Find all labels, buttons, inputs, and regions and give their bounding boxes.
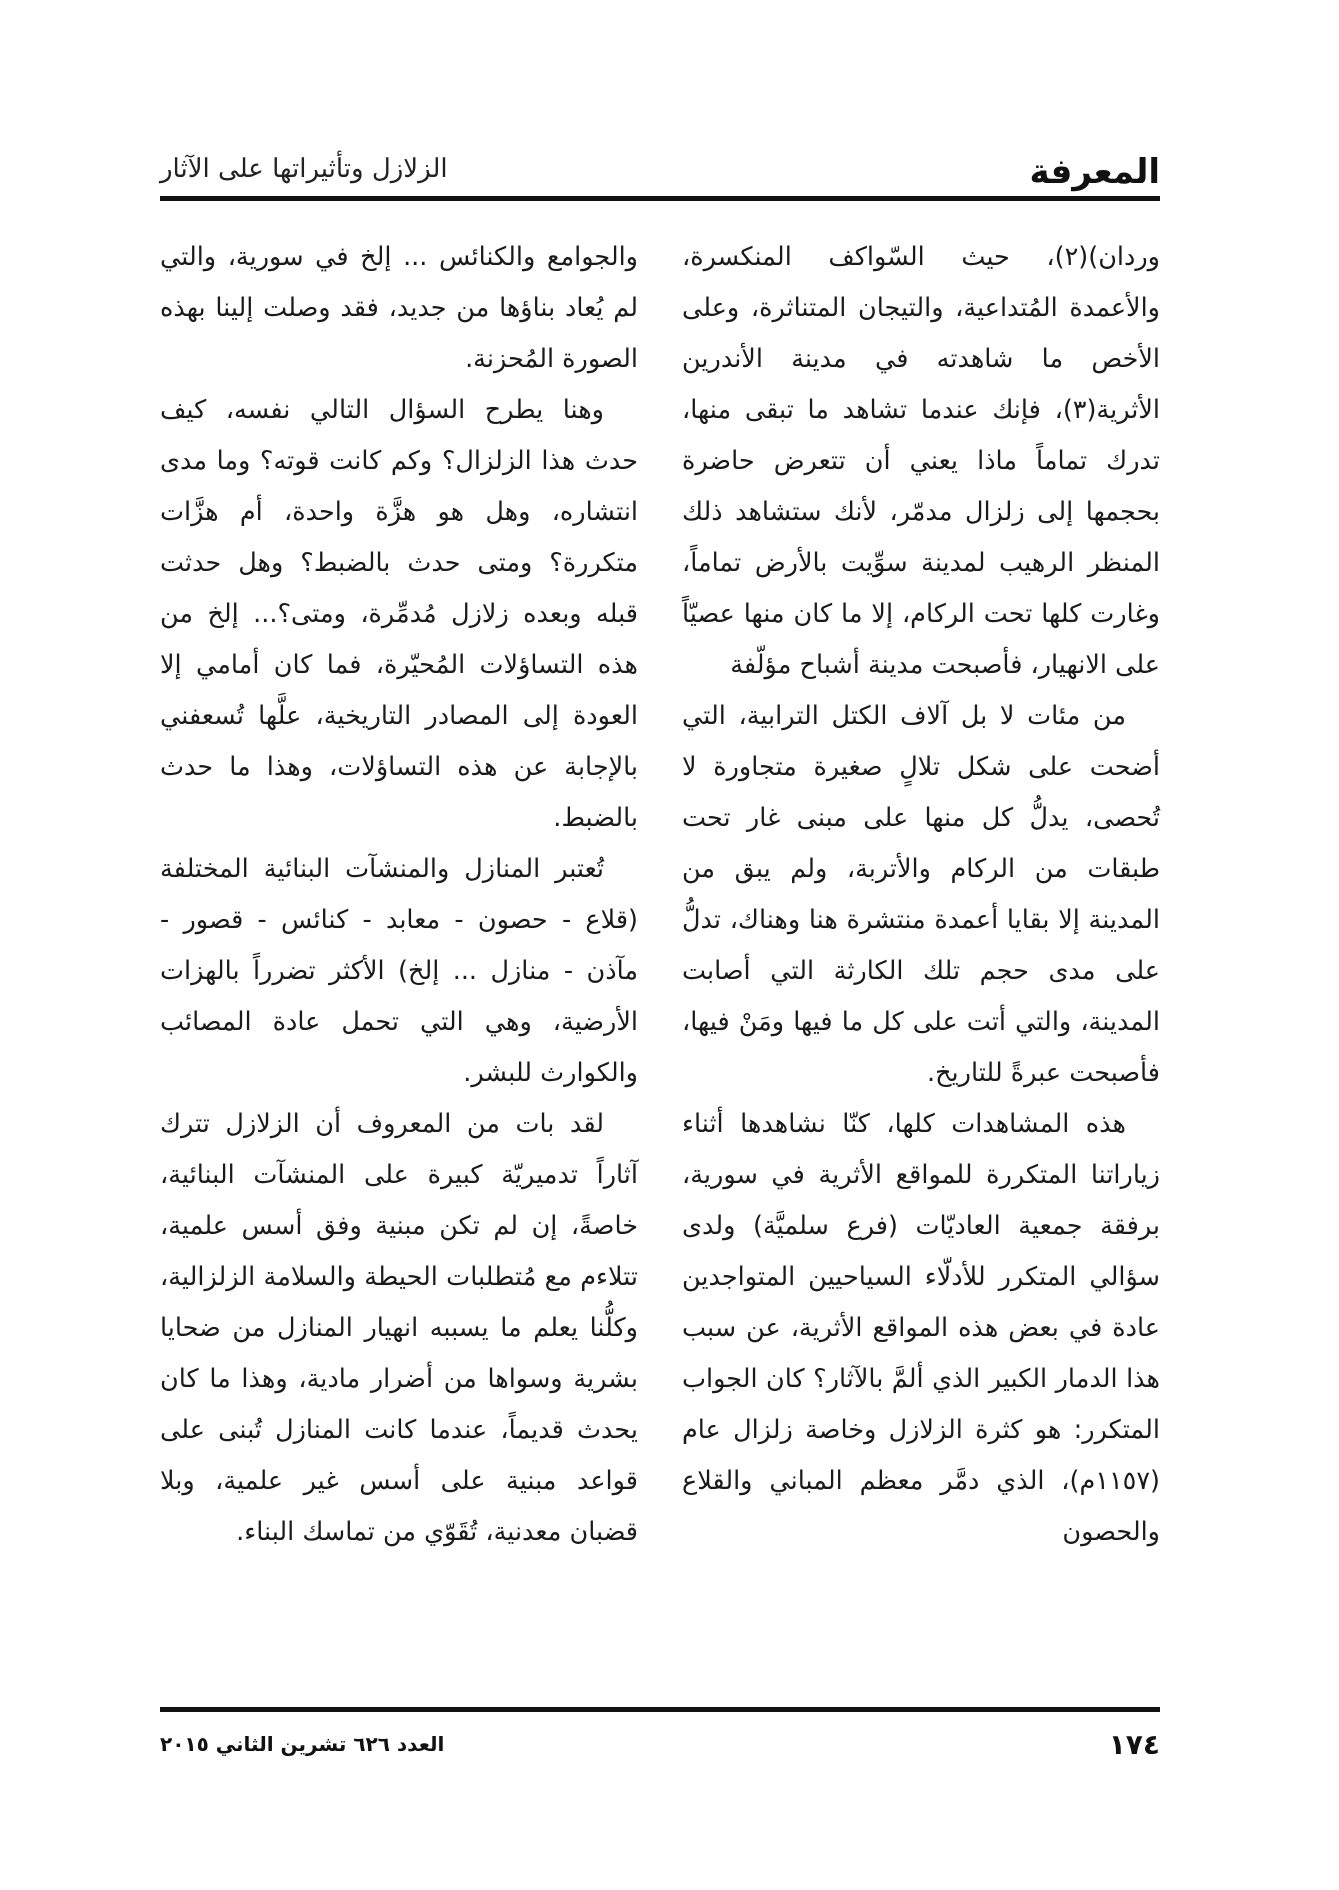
paragraph: تُعتبر المنازل والمنشآت البنائية المختلفة (قلاع - حصون - معابد - كنائس - قصور - مآذن - منازل ... إلخ) الأكثر تضرراً بالهزات الأرضية، وهي التي تحمل عادة المصائب والكوارث للبشر.: [160, 854, 638, 1088]
paragraph: وردان)(٢)، حيث السّواكف المنكسرة، والأعمدة المُتداعية، والتيجان المتناثرة، وعلى الأخص ما شاهدته في مدينة الأندرين الأثرية(٣)، فإنك عندما تشاهد ما تبقى منها، تدرك تماماً ماذا يعني أن تتعرض حاضرة بحجمها إلى زلزال مدمّر، لأنك ستشاهد ذلك المنظر الرهيب لمدينة سوِّيت بالأرض تماماً، وغارت كلها تحت الركام، إلا ما كان منها عصيّاً على الانهيار، فأصبحت مدينة أشباح مؤلّفة: [682, 242, 1160, 680]
paragraph: وهنا يطرح السؤال التالي نفسه، كيف حدث هذا الزلزال؟ وكم كانت قوته؟ وما مدى انتشاره، وهل هو هزَّة واحدة، أم هزَّات متكررة؟ ومتى حدث بالضبط؟ وهل حدثت قبله وبعده زلازل مُدمِّرة، ومتى؟... إلخ من هذه التساؤلات المُحيّرة، فما كان أمامي إلا العودة إلى المصادر التاريخية، علَّها تُسعفني بالإجابة عن هذه التساؤلات، وهذا ما حدث بالضبط.: [160, 395, 638, 833]
footer-rule: [160, 1707, 1160, 1712]
paragraph: هذه المشاهدات كلها، كنّا نشاهدها أثناء زياراتنا المتكررة للمواقع الأثرية في سورية، برفقة جمعية العاديّات (فرع سلميَّة) ولدى سؤالي المتكرر للأدلّاء السياحيين المتواجدين عادة في بعض هذه المواقع الأثرية، عن سبب هذا الدمار الكبير الذي ألمَّ بالآثار؟ كان الجواب المتكرر: هو كثرة الزلازل وخاصة زلزال عام (١١٥٧م)، الذي دمَّر معظم المباني والقلاع والحصون: [682, 1109, 1160, 1547]
paragraph: من مئات لا بل آلاف الكتل الترابية، التي أضحت على شكل تلالٍ صغيرة متجاورة لا تُحصى، يدلُّ كل منها على مبنى غار تحت طبقات من الركام والأتربة، ولم يبق من المدينة إلا بقايا أعمدة منتشرة هنا وهناك، تدلُّ على مدى حجم تلك الكارثة التي أصابت المدينة، والتي أتت على كل ما فيها ومَنْ فيها، فأصبحت عبرةً للتاريخ.: [682, 701, 1160, 1088]
paragraph: والجوامع والكنائس ... إلخ في سورية، والتي لم يُعاد بناؤها من جديد، فقد وصلت إلينا بهذه الصورة المُحزنة.: [160, 242, 638, 374]
text-column-right: [682, 232, 1160, 1558]
paragraph: لقد بات من المعروف أن الزلازل تترك آثاراً تدميريّة كبيرة على المنشآت البنائية، خاصةً، إن لم تكن مبنية وفق أسس علمية، تتلاءم مع مُتطلبات الحيطة والسلامة الزلزالية، وكلُّنا يعلم ما يسببه انهيار المنازل من ضحايا بشرية وسواها من أضرار مادية، وهذا ما كان يحدث قديماً، عندما كانت المنازل تُبنى على قواعد مبنية على أسس غير علمية، وبلا قضبان معدنية، تُقَوّي من تماسك البناء.: [160, 1109, 638, 1547]
text-column-left: [160, 232, 638, 1558]
running-title: الزلازل وتأثيراتها على الآثار: [160, 154, 448, 184]
page-number: ١٧٤: [1108, 1728, 1160, 1761]
header-rule: [160, 196, 1160, 201]
page-footer: [160, 1728, 1160, 1768]
issue-info: العدد ٦٢٦ تشرين الثاني ٢٠١٥: [160, 1732, 445, 1756]
page-header: [160, 140, 1160, 196]
magazine-logo: المعرفة: [1029, 152, 1160, 192]
